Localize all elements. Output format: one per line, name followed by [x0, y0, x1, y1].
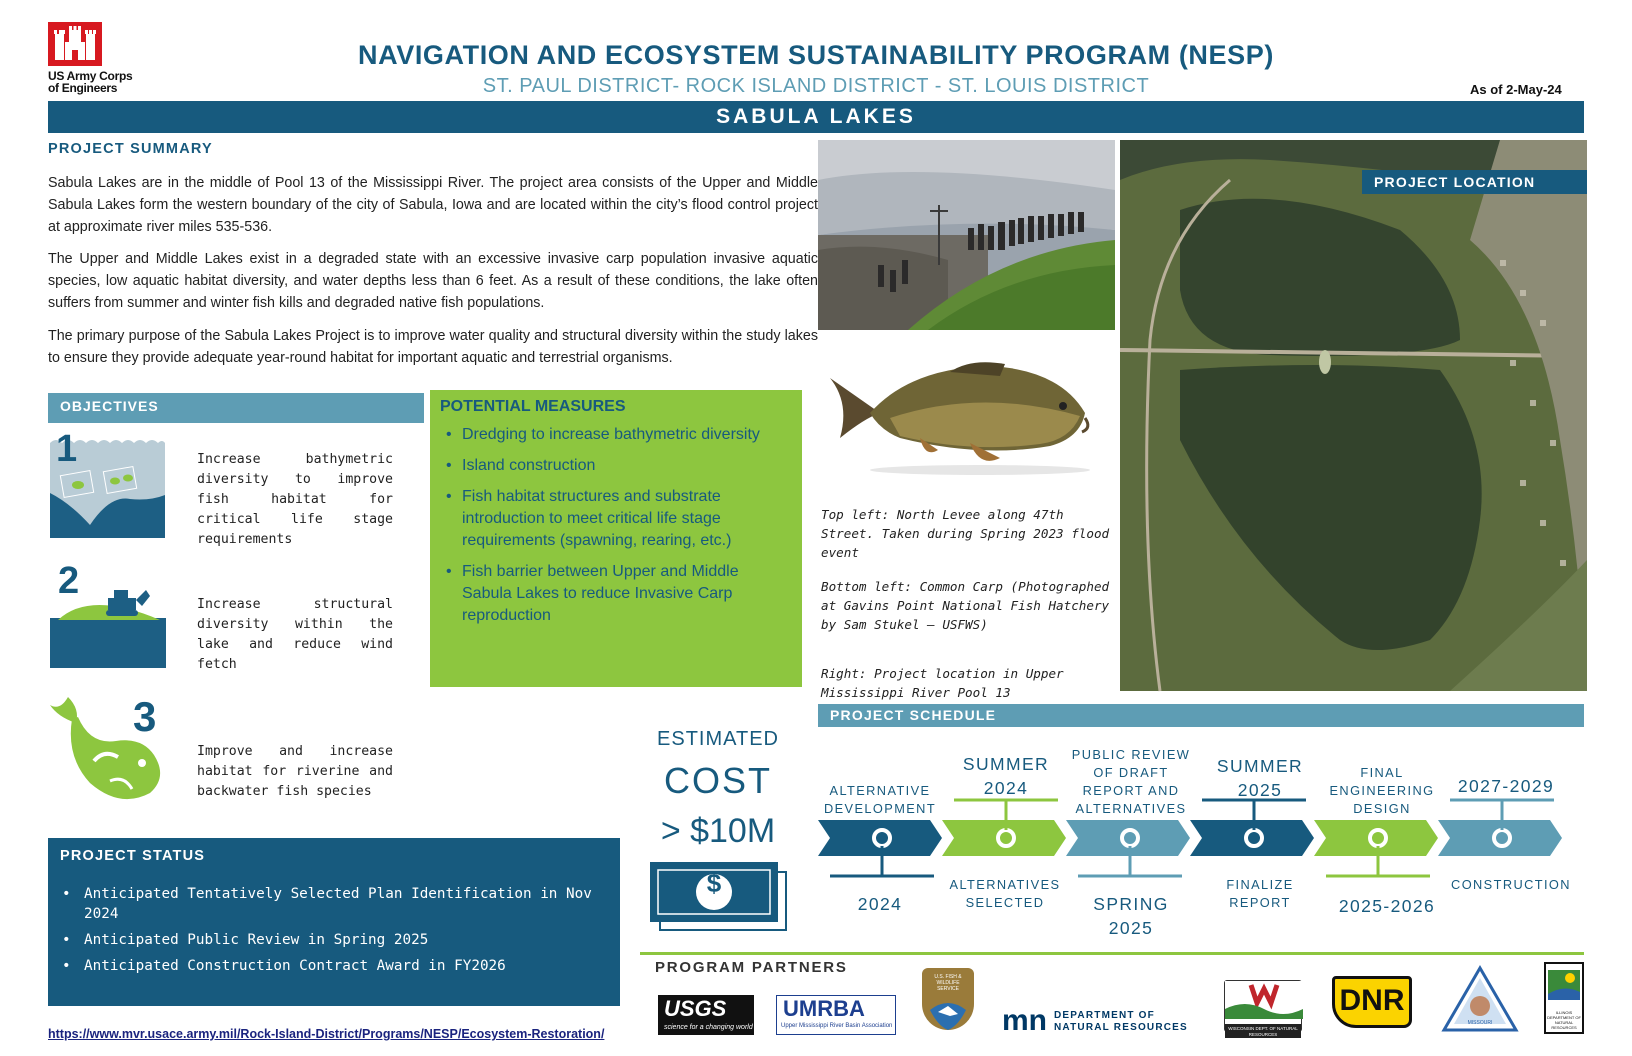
iowa-dnr-wordmark: DNR [1339, 984, 1405, 1017]
carp-photo [830, 358, 1100, 478]
schedule-bottom-label: 2025-2026 [1338, 896, 1436, 916]
schedule-top-label: ALTERNATIVE DEVELOPMENT [823, 783, 937, 816]
wisconsin-dnr-name: WISCONSIN DEPT. OF NATURAL RESOURCES [1225, 1024, 1301, 1038]
page-subtitle: ST. PAUL DISTRICT- ROCK ISLAND DISTRICT - ST. LOUIS DISTRICT [482, 75, 1150, 97]
status-item: • Anticipated Construction Contract Award in FY2026 [60, 956, 608, 976]
timeline-chevron [1190, 820, 1314, 856]
usgs-logo [658, 995, 754, 1035]
partners-divider [640, 952, 1584, 955]
measure-item: • Fish habitat structures and substrate introduction to meet critical life stage requirements (spawning, rearing, etc.) [440, 486, 792, 552]
wisconsin-dnr-logo [1224, 980, 1302, 1037]
summary-paragraph-2: The Upper and Middle Lakes exist in a degraded state with an excessive invasive carp population invasive aquatic species, low aquatic habitat diversity, and water depths less than 6 feet. As a result of these conditions, the lake often suffers from summer and winter fish kills and degraded native fish populations. [48, 251, 818, 311]
timeline-chevron [1314, 820, 1438, 856]
objectives-heading: OBJECTIVES [48, 393, 424, 423]
potential-measures-panel [430, 390, 802, 687]
measure-item: • Dredging to increase bathymetric diversity [440, 424, 792, 446]
schedule-bottom-label: CONSTRUCTION [1451, 877, 1571, 892]
schedule-heading: PROJECT SCHEDULE [818, 704, 1584, 727]
umrba-wordmark: UMRBA [783, 996, 865, 1021]
money-bill-icon [650, 862, 790, 934]
nesp-link[interactable]: https://www.mvr.usace.army.mil/Rock-Island-District/Programs/NESP/Ecosystem-Restoration/ [48, 1027, 605, 1041]
project-location-aerial-map [1120, 140, 1587, 691]
summary-paragraph-3: The primary purpose of the Sabula Lakes Project is to improve water quality and structural diversity within the study lakes to ensure they provide adequate year-round habitat for important aquatic and terrestrial organisms. [48, 328, 818, 366]
umrba-tagline: Upper Mississippi River Basin Association [781, 1023, 893, 1029]
summary-paragraph-1: Sabula Lakes are in the middle of Pool 13 of the Mississippi River. The project area consists of the Upper and Middle Sabula Lakes form the western boundary of the city of Sabula, Iowa and are located within the city’s flood control project at approximate river miles 535-536. [48, 175, 818, 235]
objective-number: 1 [56, 428, 78, 470]
mn-dnr-logo [1002, 1004, 1202, 1038]
status-list [60, 884, 608, 976]
status-item: • Anticipated Tentatively Selected Plan Identification in Nov 2024 [60, 884, 608, 924]
objective-text: Increase structural diversity within the lake and reduce wind fetch [197, 597, 393, 672]
mn-dnr-text: DEPARTMENT OF NATURAL RESOURCES [1054, 1010, 1188, 1033]
photo-caption-top-left: Top left: North Levee along 47th Street. Taken during Spring 2023 flood event [821, 507, 1110, 560]
org-name: US Army Corps of Engineers [48, 69, 133, 95]
umrba-logo [776, 995, 896, 1035]
schedule-bottom-label: FINALIZE REPORT [1226, 877, 1294, 910]
missouri-name: MISSOURI [1467, 1020, 1493, 1026]
usfws-shield-logo [922, 968, 974, 1030]
project-status-panel [48, 838, 620, 1006]
missouri-dept-conservation-logo [1442, 966, 1518, 1032]
partners-heading: PROGRAM PARTNERS [655, 959, 848, 976]
project-location-label: PROJECT LOCATION [1362, 170, 1587, 194]
photo-caption-right: Right: Project location in Upper Mississippi River Pool 13 [821, 666, 1064, 700]
as-of-date: As of 2-May-24 [1470, 82, 1562, 97]
illinois-dnr-name: ILLINOIS DEPARTMENT OF NATURAL RESOURCES [1547, 1010, 1581, 1030]
mn-mark: mn [1002, 1004, 1047, 1037]
measures-heading: POTENTIAL MEASURES [440, 398, 626, 415]
objective-text: Improve and increase habitat for riverine and backwater fish species [197, 744, 393, 799]
schedule-bottom-label: 2024 [857, 894, 903, 914]
timeline-chevron [818, 820, 942, 856]
usfws-name: U.S. FISH & WILDLIFE SERVICE [934, 974, 962, 992]
schedule-top-label: FINAL ENGINEERING DESIGN [1329, 765, 1435, 816]
page-title: NAVIGATION AND ECOSYSTEM SUSTAINABILITY PROGRAM (NESP) [358, 40, 1274, 70]
levee-photo [818, 140, 1115, 330]
photo-caption-bottom-left: Bottom left: Common Carp (Photographed at Gavins Point National Fish Hatchery by Sam Stukel – USFWS) [821, 579, 1110, 632]
schedule-bottom-label: SPRING 2025 [1093, 894, 1169, 938]
usgs-tagline: science for a changing world [664, 1024, 753, 1031]
project-name-banner: SABULA LAKES [48, 101, 1584, 133]
objective-text: Increase bathymetric diversity to improve fish habitat for critical life stage requirements [197, 452, 393, 547]
schedule-top-label: PUBLIC REVIEW OF DRAFT REPORT AND ALTERNATIVES [1071, 747, 1191, 816]
status-item: • Anticipated Public Review in Spring 2025 [60, 930, 608, 950]
cost-label: ESTIMATED [657, 728, 779, 750]
usgs-wordmark: USGS [664, 996, 727, 1021]
summary-heading: PROJECT SUMMARY [48, 141, 213, 157]
timeline-chevron [1438, 820, 1562, 856]
cost-value: > $10M [660, 812, 776, 850]
illinois-dnr-logo [1544, 962, 1584, 1034]
schedule-top-label: SUMMER 2024 [962, 754, 1050, 798]
measure-item: • Fish barrier between Upper and Middle Sabula Lakes to reduce Invasive Carp reproduction [440, 561, 792, 627]
status-heading: PROJECT STATUS [60, 848, 206, 864]
objective-number: 3 [133, 693, 157, 740]
iowa-dnr-logo [1332, 976, 1412, 1028]
schedule-top-label: SUMMER 2025 [1216, 756, 1304, 800]
objective-number: 2 [58, 560, 80, 602]
dollar-sign: $ [706, 868, 722, 898]
measure-item: • Island construction [440, 455, 792, 477]
schedule-top-label: 2027-2029 [1457, 776, 1555, 796]
measures-list [440, 424, 792, 627]
schedule-bottom-label: ALTERNATIVES SELECTED [949, 877, 1061, 910]
timeline-chevron [942, 820, 1066, 856]
cost-label-2: COST [663, 760, 772, 801]
timeline-chevron [1066, 820, 1190, 856]
